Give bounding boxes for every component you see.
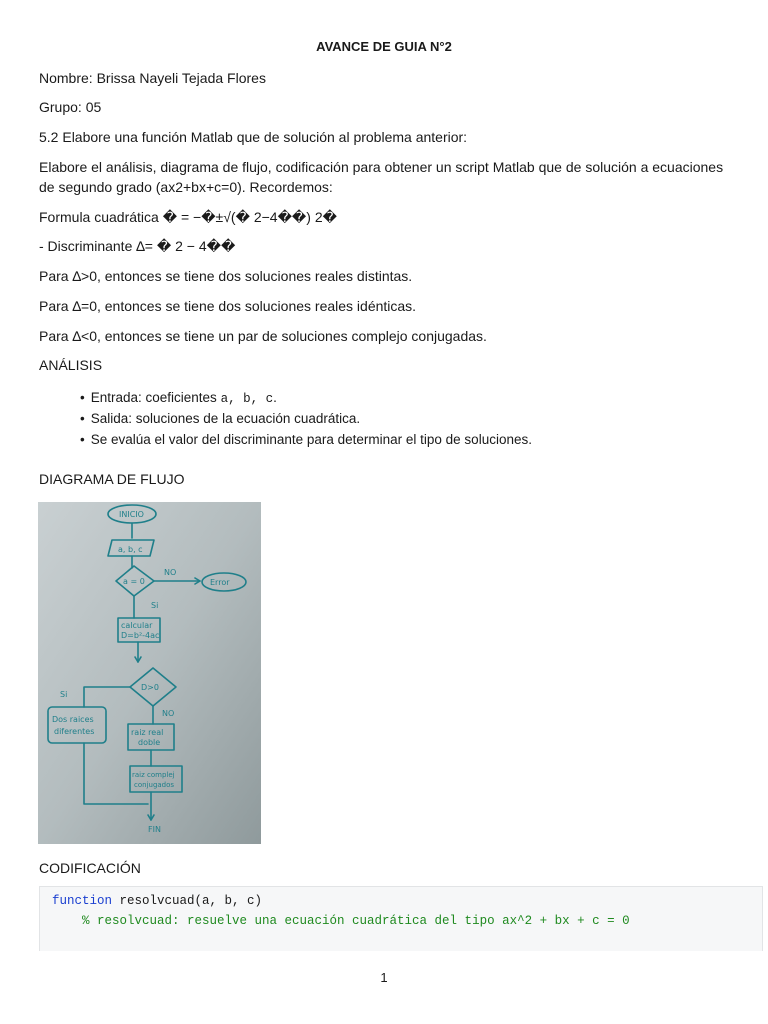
input-label: a, b, c <box>118 545 143 554</box>
two-roots-label-2: diferentes <box>54 727 95 736</box>
code-block <box>39 886 763 951</box>
double-root-label-2: doble <box>138 738 161 747</box>
end-label: FIN <box>148 825 161 834</box>
start-label: INICIO <box>119 510 144 519</box>
code-heading: CODIFICACIÓN <box>39 860 141 876</box>
function-signature: resolvcuad(a, b, c) <box>112 894 263 908</box>
case-zero: Para ∆=0, entonces se tiene dos soluciones reales idénticas. <box>39 298 417 314</box>
list-item: • Se evalúa el valor del discriminante para determinar el tipo de soluciones. <box>80 429 532 450</box>
document-title: AVANCE DE GUIA N°2 <box>316 39 452 54</box>
input-period: . <box>273 390 277 405</box>
code-comment: % resolvcuad: resuelve una ecuación cuadrática del tipo ax^2 + bx + c = 0 <box>82 914 630 928</box>
flowchart-heading: DIAGRAMA DE FLUJO <box>39 471 185 487</box>
student-name: Nombre: Brissa Nayeli Tejada Flores <box>39 70 266 86</box>
flowchart-photo <box>38 502 261 844</box>
calc-label-2: D=b²-4ac <box>121 631 160 640</box>
double-root-label-1: raiz real <box>131 728 164 737</box>
complex-label-2: conjugados <box>134 781 175 789</box>
yes-label-1: Si <box>151 601 159 610</box>
case-negative: Para ∆<0, entonces se tiene un par de soluciones complejo conjugadas. <box>39 328 487 344</box>
case-positive: Para ∆>0, entonces se tiene dos soluciones reales distintas. <box>39 268 413 284</box>
complex-label-1: raiz complej <box>132 771 175 779</box>
input-coefficients: a, b, c <box>220 392 274 406</box>
input-label: Entrada: coeficientes <box>90 390 221 405</box>
function-keyword: function <box>52 894 113 908</box>
yes-label-2: Si <box>60 690 68 699</box>
no-label-1: NO <box>164 568 177 577</box>
page-number: 1 <box>380 970 388 985</box>
error-label: Error <box>210 578 230 587</box>
no-label-2: NO <box>162 709 175 718</box>
discriminant-line: - Discriminante ∆= � 2 − 4�� <box>39 238 236 254</box>
list-item <box>80 387 532 408</box>
analysis-list <box>80 387 532 450</box>
two-roots-label-1: Dos raices <box>52 715 94 724</box>
intro-paragraph: Elabore el análisis, diagrama de flujo, codificación para obtener un script Matlab que de solución a ecuaciones de segundo grado (ax2+bx+c=0). Recordemos: <box>39 159 724 195</box>
code-line-1 <box>52 894 262 908</box>
list-item: • Salida: soluciones de la ecuación cuadrática. <box>80 408 532 429</box>
decision-2-label: D>0 <box>141 683 159 692</box>
analysis-heading: ANÁLISIS <box>39 357 103 373</box>
quadratic-formula: Formula cuadrática � = −�±√(� 2−4��) 2� <box>39 209 337 225</box>
decision-1-label: a = 0 <box>123 577 145 586</box>
group-number: Grupo: 05 <box>39 99 102 115</box>
exercise-statement: 5.2 Elabore una función Matlab que de solución al problema anterior: <box>39 129 468 145</box>
calc-label-1: calcular <box>121 621 153 630</box>
